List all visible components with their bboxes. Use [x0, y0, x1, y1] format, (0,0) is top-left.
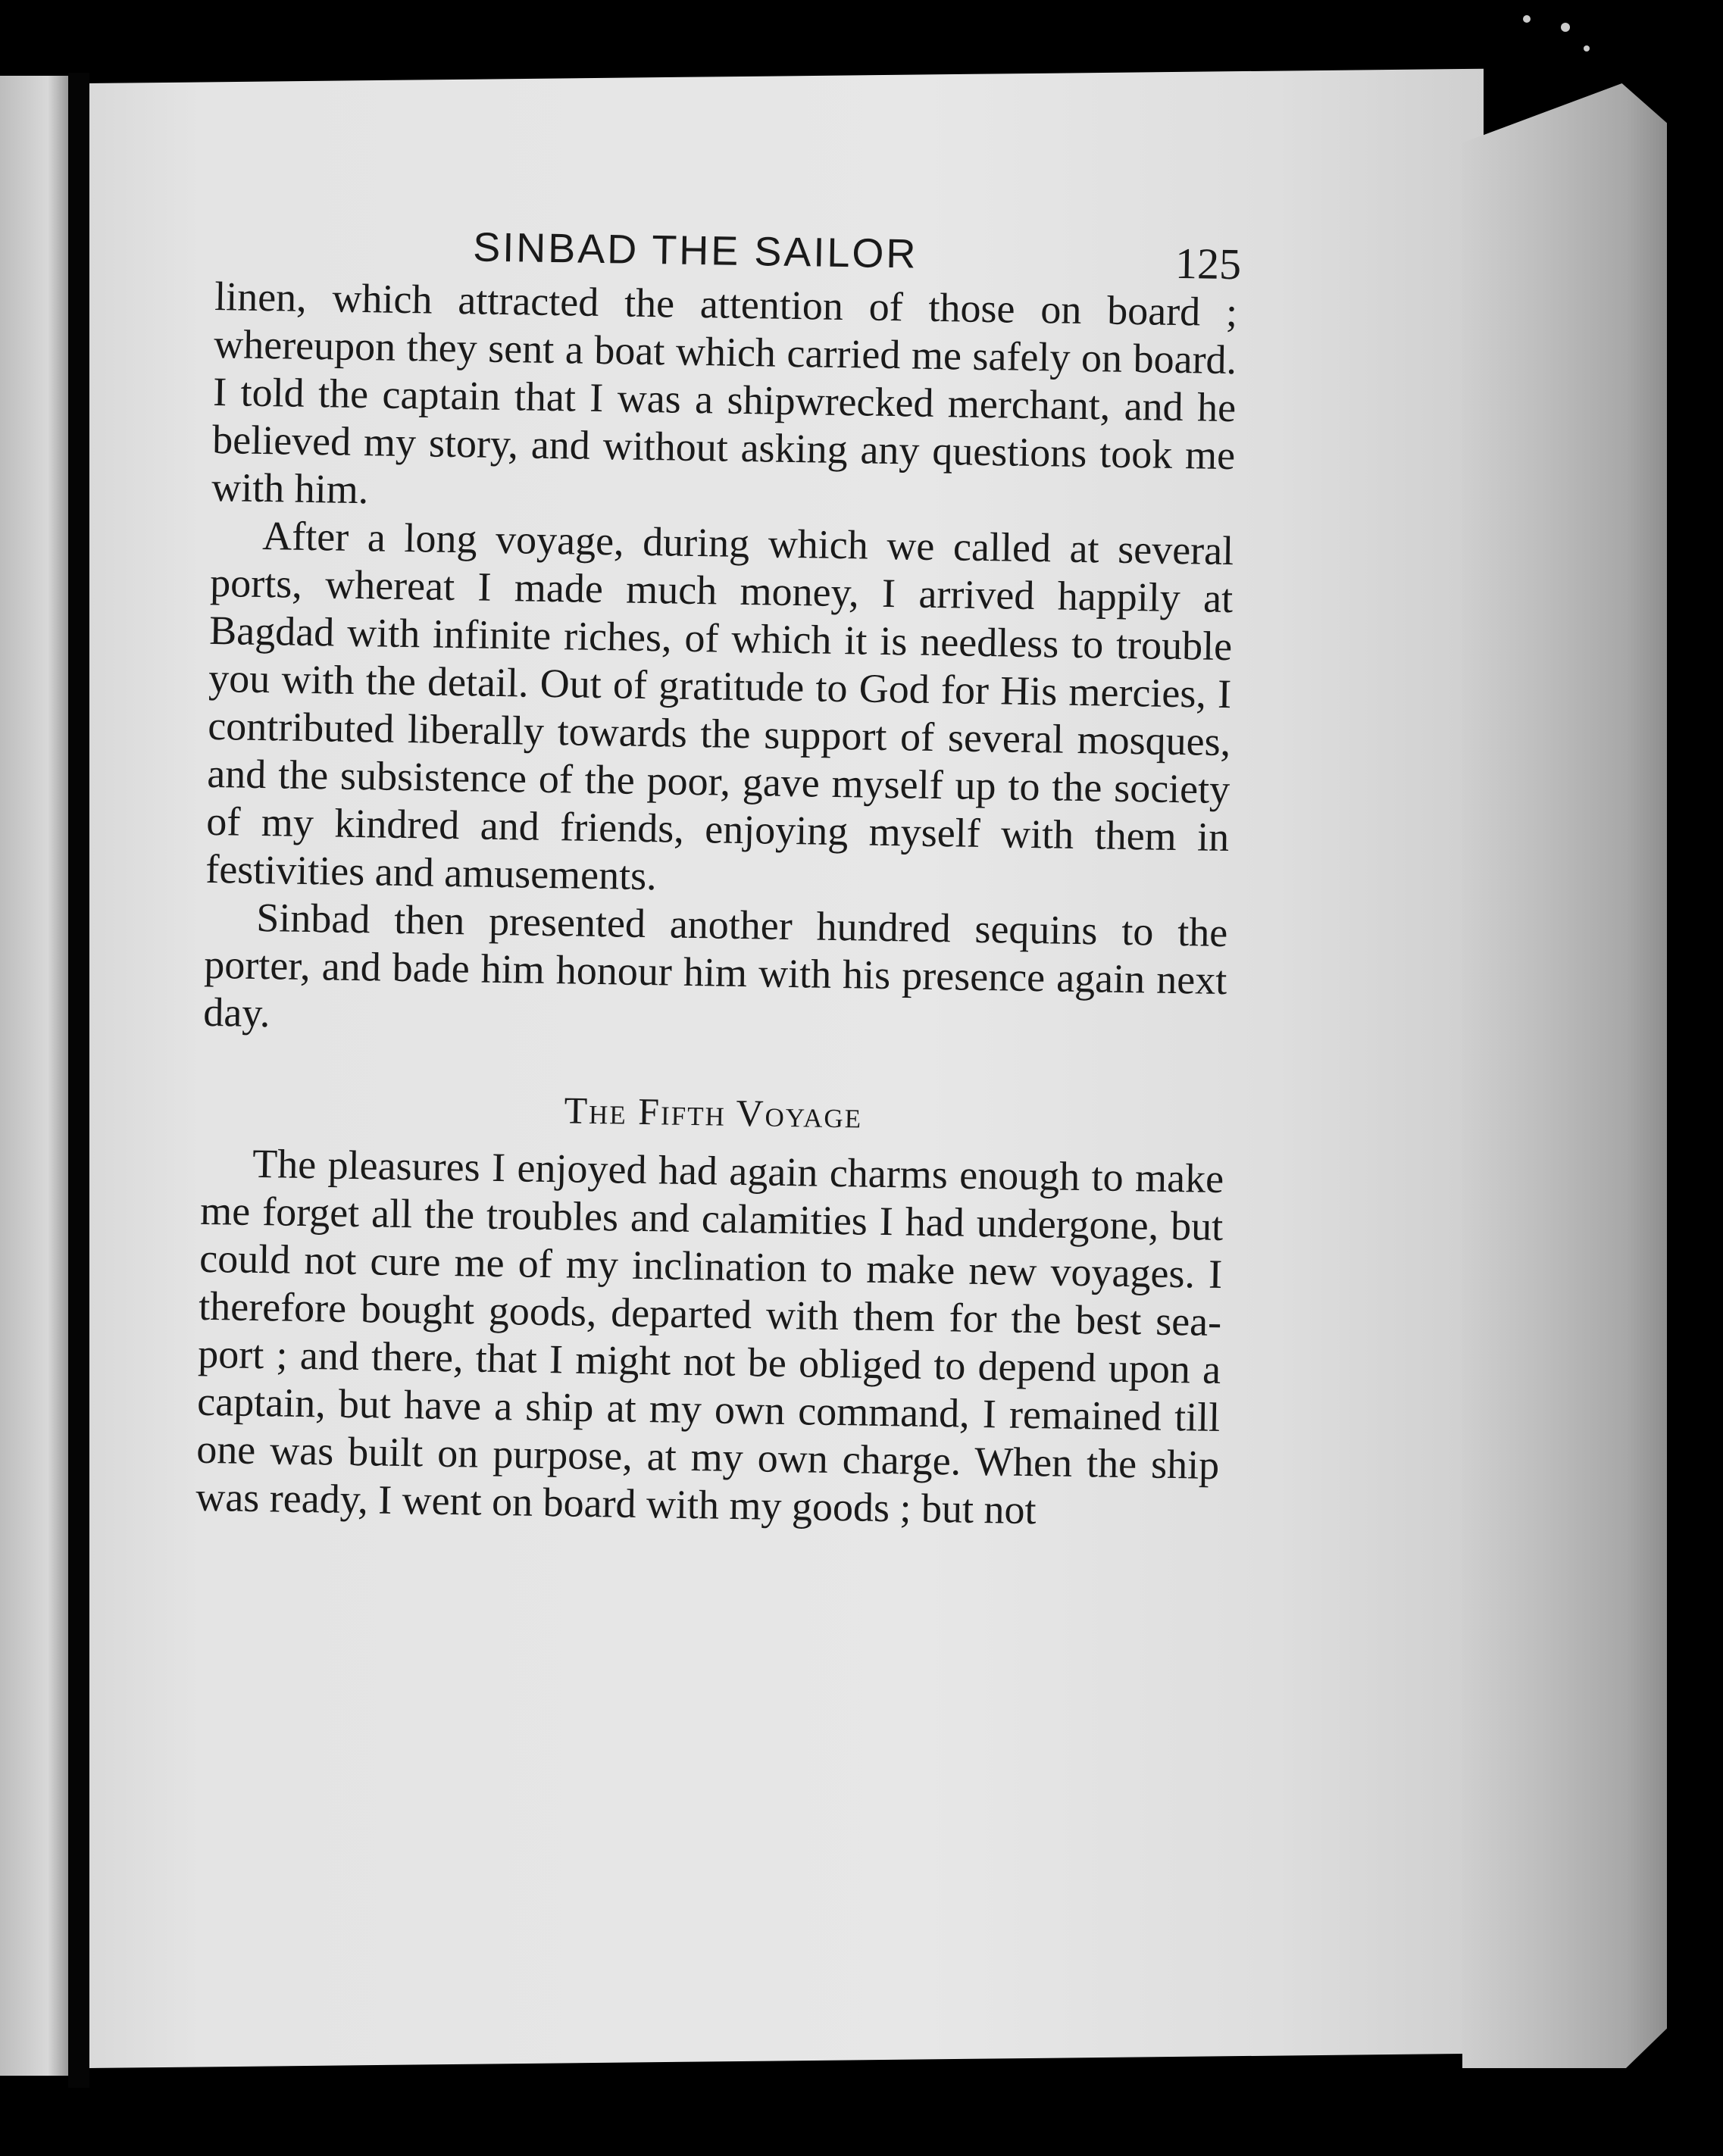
paragraph: Sinbad then presented another hundred sequins to the porter, and bade him honour him with his presence again next day.: [202, 894, 1228, 1036]
dust-speck: [1584, 45, 1590, 52]
paragraph: After a long voyage, during which we called at several ports, whereat I made much money, I arrived happily at Bagdad with infinite riches, of which it is needless to trouble you with the detail. Out of gratitude to God for His mercies, I contributed liberally towards the support of several mosques, and the subsistence of the poor, gave myself up to the society of my kindred and friends, enjoying myself with them in festivities and amusements.: [205, 513, 1234, 899]
dust-speck: [1561, 23, 1570, 32]
page-number: 125: [1174, 238, 1242, 289]
running-head-title: SINBAD THE SAILOR: [472, 224, 918, 277]
paragraph: linen, which attracted the attention of those on board ; whereupon they sent a boat which carried me safely on board. I told the captain that I was a shipwrecked merchant, and he believed my story, and without asking any questions took me with him.: [211, 273, 1238, 513]
paragraph: The pleasures I enjoyed had again charms enough to make me forget all the troubles and calamities I had undergone, but could not cure me of my inclination to make new voyages. I therefore bought goods, departed with them for the best sea-port ; and there, that I might not be obliged to depend upon a captain, but have a ship at my own command, I remained till one was built on purpose, at my own charge. When the ship was ready, I went on board with my goods ; but not: [195, 1140, 1224, 1533]
facing-page-edge: [0, 76, 68, 2076]
page-text-block: [195, 212, 1242, 1537]
dust-speck: [1523, 15, 1531, 23]
page-fore-edge: [1462, 83, 1667, 2068]
book-gutter: [68, 73, 89, 2088]
section-heading: The Fifth Voyage: [564, 1089, 863, 1136]
